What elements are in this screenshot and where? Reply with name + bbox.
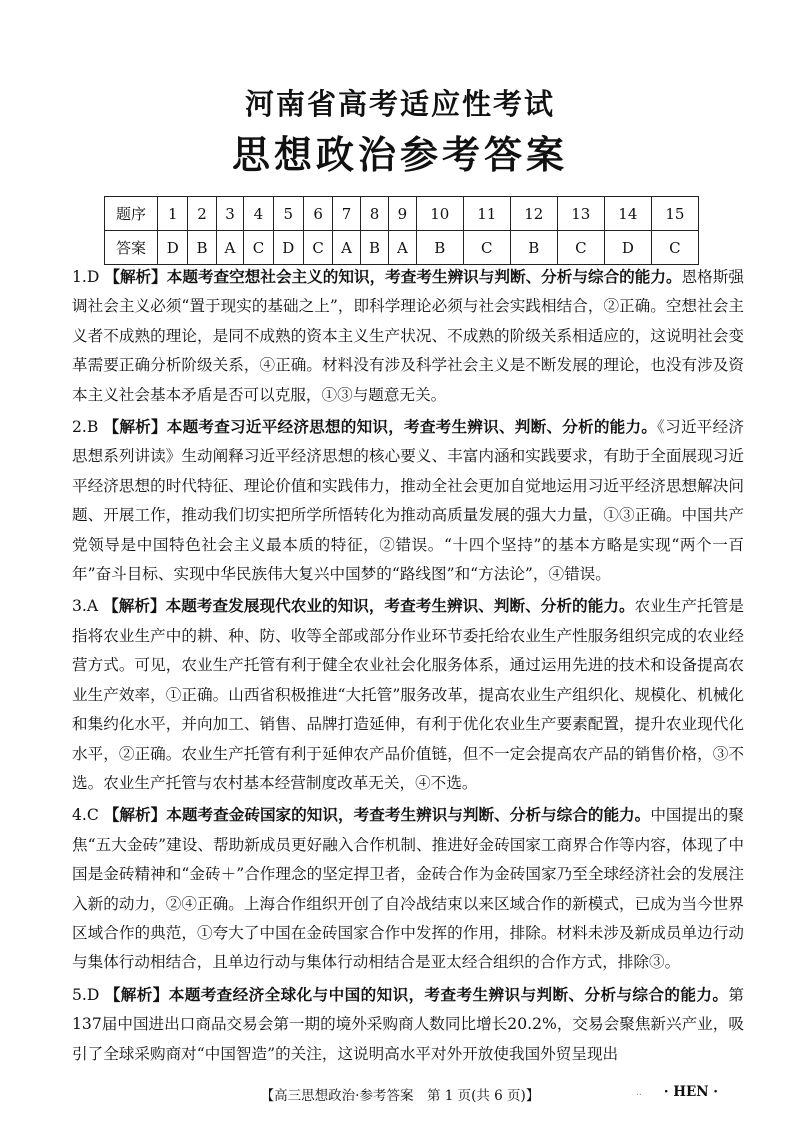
explanation-item xyxy=(72,412,744,589)
question-label: 2.B xyxy=(72,418,99,437)
answer-cell: C xyxy=(557,231,604,265)
question-number: 8 xyxy=(360,197,388,231)
answer-cell: A xyxy=(216,231,244,265)
question-label: 1.D xyxy=(72,268,100,286)
answer-table xyxy=(104,196,699,265)
question-number: 4 xyxy=(244,197,273,231)
answer-cell: C xyxy=(244,231,273,265)
explanation-item xyxy=(72,800,744,977)
page-footer: 【高三思想政治·参考答案 第 1 页(共 6 页)】 xyxy=(260,1088,540,1104)
question-number: 13 xyxy=(557,197,604,231)
question-number: 12 xyxy=(510,197,557,231)
answer-cell: A xyxy=(389,231,417,265)
question-number: 6 xyxy=(304,197,333,231)
explanation-item xyxy=(72,262,744,410)
question-number: 1 xyxy=(158,197,188,231)
explanation-item xyxy=(72,980,744,1069)
analysis-lead: 【解析】本题考查空想社会主义的知识，考查考生辨识与判断、分析与综合的能力。 xyxy=(104,267,682,286)
answer-cell: B xyxy=(360,231,388,265)
answer-cell: B xyxy=(416,231,463,265)
analysis-text: 农业生产托管是指将农业生产中的耕、种、防、收等全部或部分作业环节委托给农业生产性服务组织完成的农业经营方式。可见，农业生产托管有利于健全农业社会化服务体系，通过运用先进的技术和设备提高农业生产效率，①正确。山西省积极推进“大托管”服务改革，提高农业生产组织化、规模化、机械化和集约化水平，并向加工、销售、品牌打造延伸，有利于优化农业生产要素配置，提升农业现代化水平，②正确。农业生产托管有利于延伸农产品价值链，但不一定会提高农产品的销售价格，③不选。农业生产托管与农村基本经营制度改革无关，④不选。 xyxy=(72,597,744,792)
explanations xyxy=(72,262,744,1069)
question-number: 9 xyxy=(389,197,417,231)
footer-code: · HEN · xyxy=(663,1084,718,1100)
question-number: 15 xyxy=(651,197,698,231)
answer-cell: D xyxy=(604,231,651,265)
answer-table-number-row xyxy=(105,197,699,231)
question-number: 2 xyxy=(188,197,216,231)
question-label: 5.D xyxy=(72,985,100,1004)
question-number: 3 xyxy=(216,197,244,231)
answer-cell: D xyxy=(273,231,303,265)
analysis-text: 恩格斯强调社会主义必须“置于现实的基础之上”，即科学理论必须与社会实践相结合，②正确。空想社会主义者不成熟的理论，是同不成熟的资本主义生产状况、不成熟的阶级关系相适应的，这说明社会变革需要正确分析阶级关系，④正确。材料没有涉及科学社会主义是不断发展的理论，也没有涉及资本主义社会基本矛盾是否可以克服，①③与题意无关。 xyxy=(72,268,744,404)
analysis-text: 中国提出的聚焦“五大金砖”建设、帮助新成员更好融入合作机制、推进好金砖国家工商界合作等内容，体现了中国是金砖精神和“金砖＋”合作理念的坚定捍卫者，金砖合作为金砖国家乃至全球经济社会的发展注入新的动力，②④正确。上海合作组织开创了自冷战结束以来区域合作的新模式，已成为当今世界区域合作的典范，①夸大了中国在金砖国家合作中发挥的作用，排除。材料未涉及新成员单边行动与集体行动相结合，且单边行动与集体行动相结合是亚太经合组织的合作方式，排除③。 xyxy=(72,806,744,972)
answer-cell: D xyxy=(158,231,188,265)
answer-cell: C xyxy=(651,231,698,265)
question-label: 4.C xyxy=(72,806,99,825)
question-number: 14 xyxy=(604,197,651,231)
question-number: 5 xyxy=(273,197,303,231)
question-label: 3.A xyxy=(72,597,99,616)
answer-key-title: 思想政治参考答案 xyxy=(231,133,568,177)
answer-table-answer-row xyxy=(105,231,699,265)
question-number: 7 xyxy=(333,197,361,231)
answer-cell: C xyxy=(304,231,333,265)
answer-row-label: 答案 xyxy=(105,231,158,265)
analysis-lead: 【解析】本题考查习近平经济思想的知识，考查考生辨识、判断、分析的能力。 xyxy=(103,417,658,437)
analysis-lead: 【解析】本题考查经济全球化与中国的知识，考查考生辨识与判断、分析与综合的能力。 xyxy=(104,984,729,1004)
number-row-label: 题序 xyxy=(105,197,158,231)
answer-cell: B xyxy=(188,231,216,265)
analysis-lead: 【解析】本题考查金砖国家的知识，考查考生辨识与判断、分析与综合的能力。 xyxy=(103,805,651,825)
question-number: 10 xyxy=(416,197,463,231)
analysis-text: 第137届中国进出口商品交易会第一期的境外采购商人数同比增长20.2%，交易会聚焦新兴产业，吸引了全球采购商对“中国智造”的关注，这说明高水平对外开放使我国外贸呈现出 xyxy=(72,985,744,1063)
answer-cell: B xyxy=(510,231,557,265)
answer-cell: C xyxy=(463,231,510,265)
question-number: 11 xyxy=(463,197,510,231)
exam-title: 河南省高考适应性考试 xyxy=(244,87,555,121)
explanation-item xyxy=(72,591,744,798)
analysis-lead: 【解析】本题考查发展现代农业的知识，考查考生辨识、判断、分析的能力。 xyxy=(103,596,635,616)
answer-cell: A xyxy=(333,231,361,265)
footer-dots: .. xyxy=(636,1088,642,1098)
analysis-text: 《习近平经济思想系列讲读》生动阐释习近平经济思想的核心要义、丰富内涵和实践要求，有助于全面展现习近平经济思想的时代特征、理论价值和实践伟力，推动全社会更加自觉地运用习近平经济思想解决问题、开展工作，推动我们切实把所学所悟转化为推动高质量发展的强大力量，①③正确。中国共产党领导是中国特色社会主义最本质的特征，②错误。“十四个坚持”的基本方略是实现“两个一百年”奋斗目标、实现中华民族伟大复兴中国梦的“路线图”和“方法论”，④错误。 xyxy=(72,418,744,584)
